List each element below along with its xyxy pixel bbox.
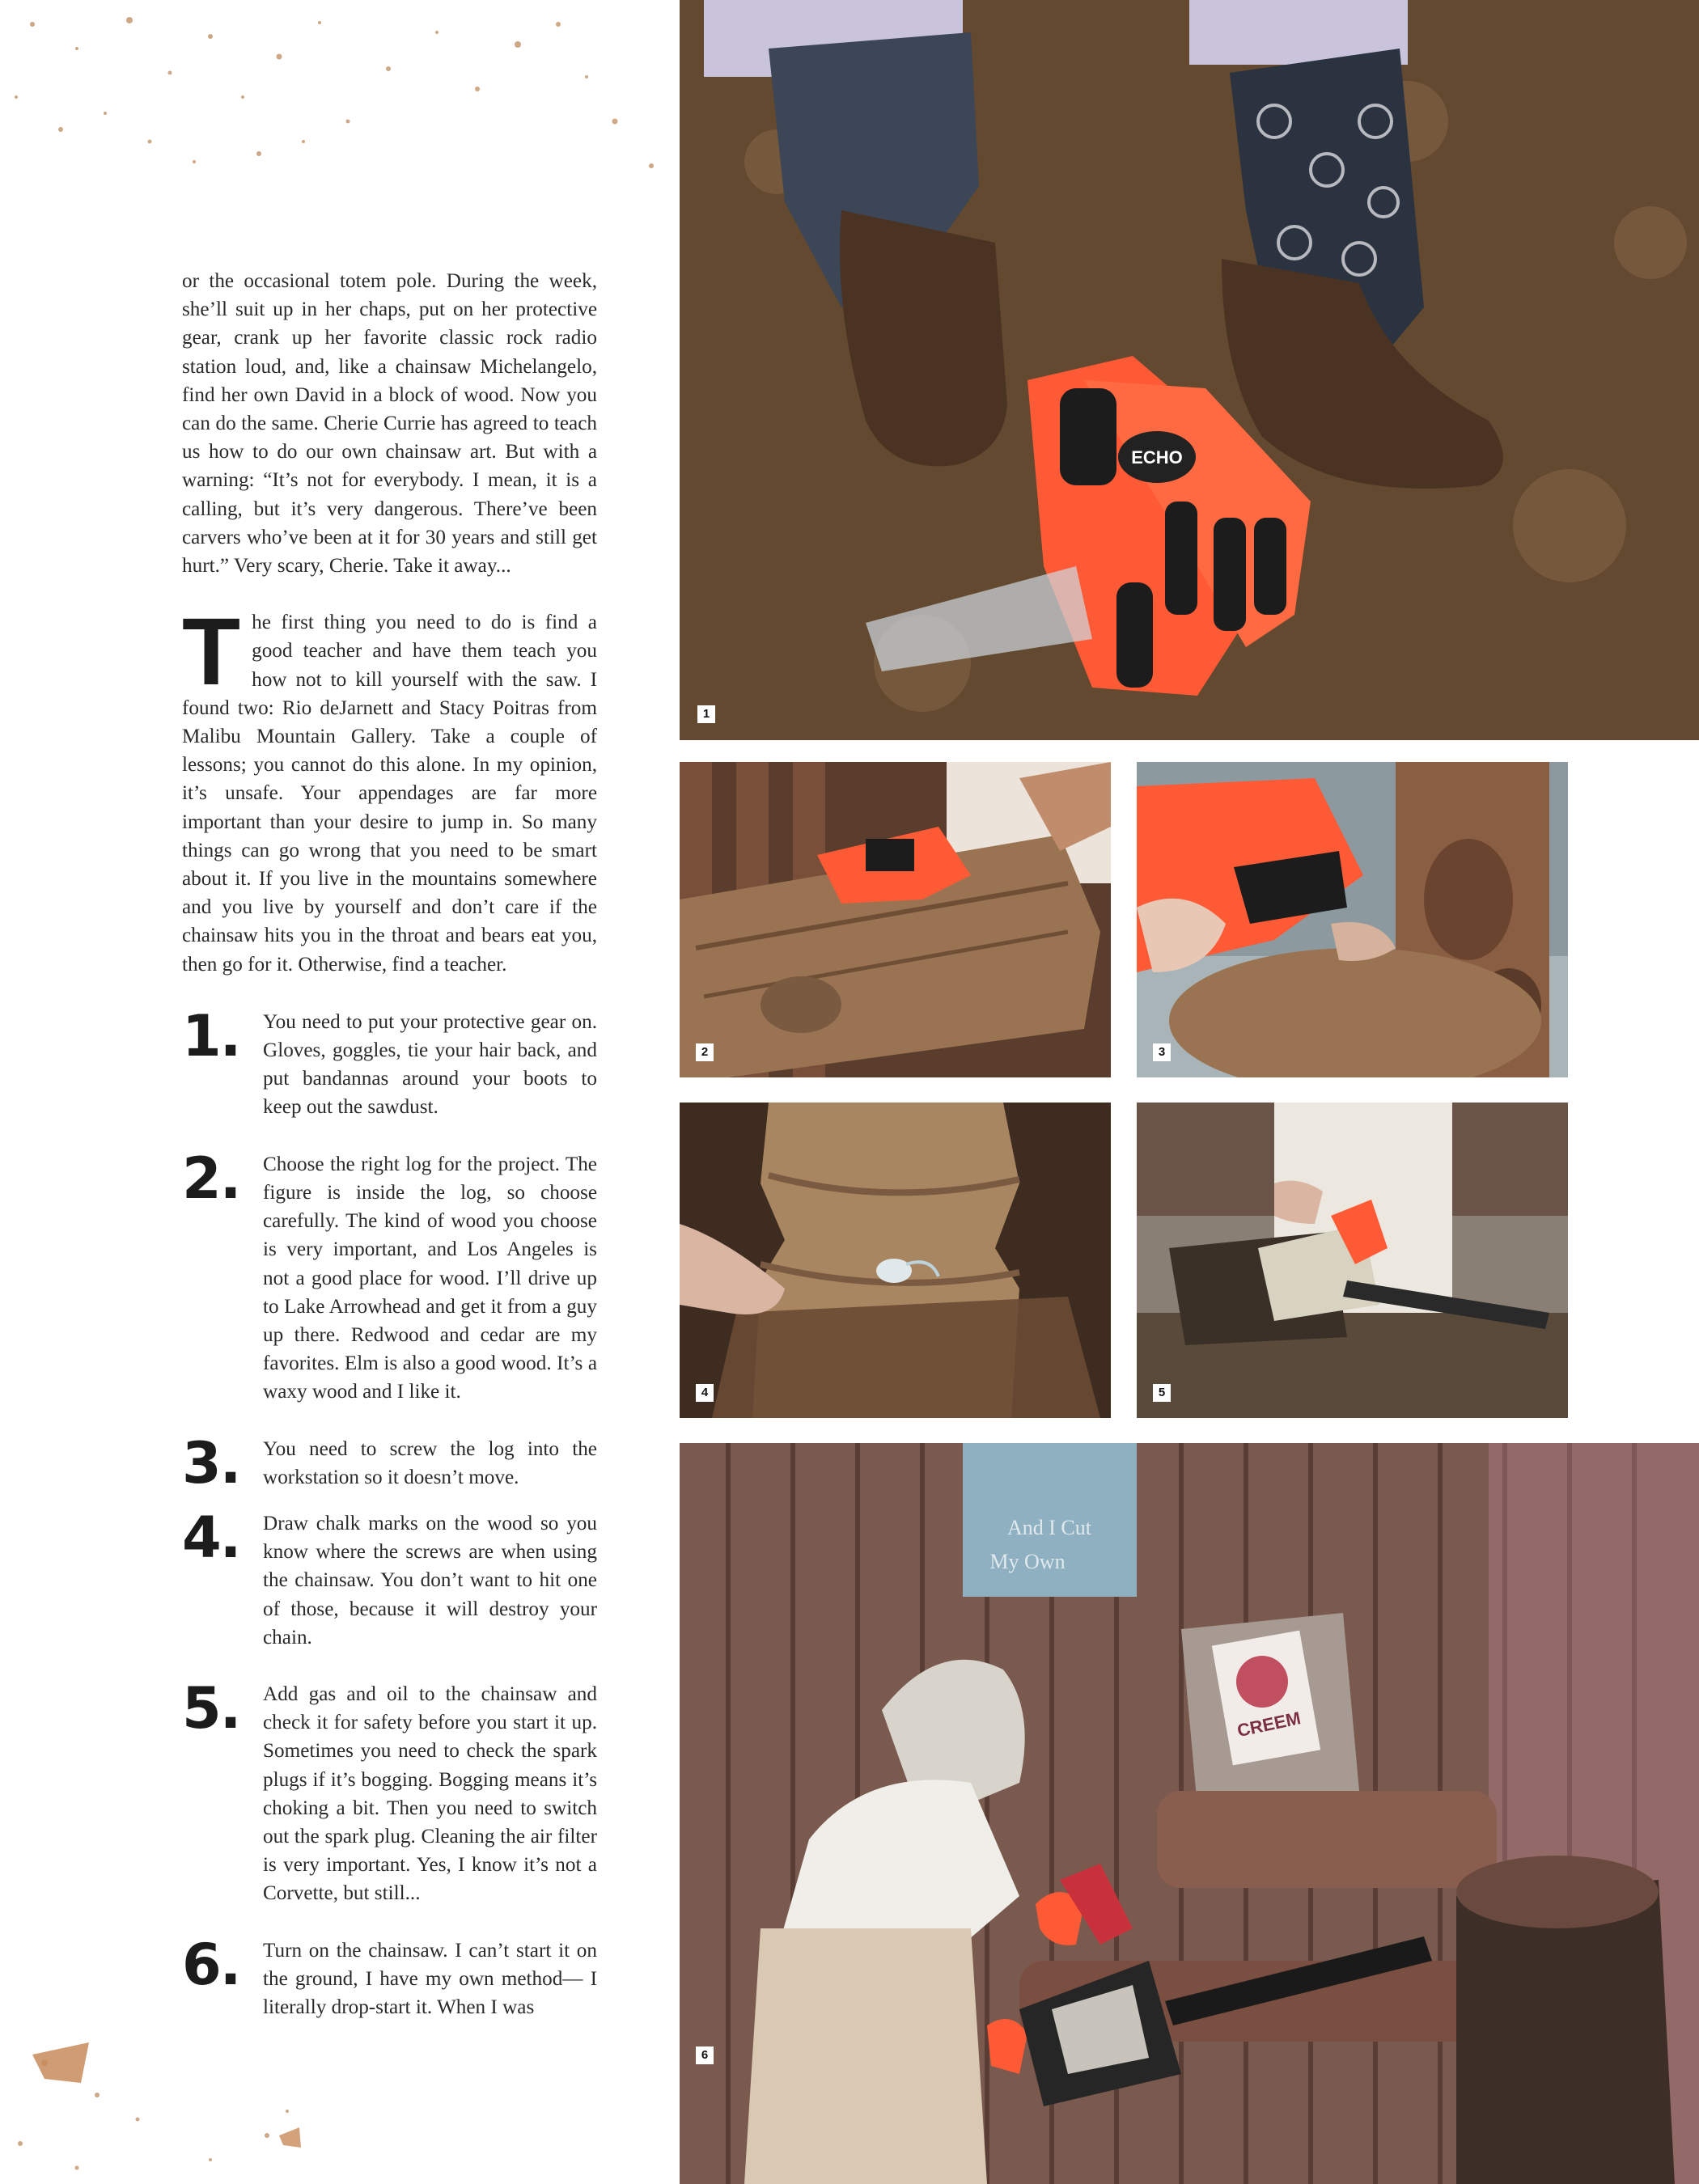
step-2 (182, 1145, 597, 1407)
photo-number-badge: 1 (697, 705, 715, 723)
photo-number-badge: 3 (1153, 1043, 1171, 1061)
photo-5-chainsaw-check (1137, 1103, 1568, 1418)
photo-number-badge: 2 (696, 1043, 714, 1061)
carver-with-chainsaw-image (680, 1443, 1699, 2184)
step-text: You need to screw the log into the workstation so it doesn’t move. (263, 1437, 597, 1488)
step-4 (182, 1504, 597, 1652)
step-number: 4. (182, 1504, 240, 1571)
photo-6-carver-with-chainsaw (680, 1443, 1699, 2184)
article-body (182, 267, 597, 2050)
step-6 (182, 1931, 597, 2022)
step-number: 5. (182, 1674, 240, 1742)
step-text: Turn on the chainsaw. I can’t start it on the ground, I have my own method— I literally drop-start it. When I was (263, 1939, 597, 2018)
step-number: 3. (182, 1429, 240, 1496)
step-number: 2. (182, 1145, 240, 1212)
photo-number-badge: 6 (696, 2046, 714, 2064)
step-text: Add gas and oil to the chainsaw and check it for safety before you start it up. Sometimes you need to check the spark plugs if it’s bogging. Bogging means it’s choking a bit. Then you need to switch out the spark plug. Cleaning the air filter is very important. Yes, I know it’s not a Corvette, but still... (263, 1682, 597, 1905)
poster-logo-text: CREEM (1235, 1708, 1303, 1742)
step-text: Choose the right log for the project. The figure is inside the log, so choose carefully. The kind of wood you choose is very important, and Los Angeles is not a good place for wood. I’ll drive up to Lake Arrowhead and get it from a guy up there. Redwood and cedar are my favorites. Elm is also a good wood. It’s a waxy wood and I like it. (263, 1153, 597, 1403)
sign-text-line-2: My Own (989, 1550, 1066, 1573)
glove-on-log-image (680, 762, 1111, 1077)
step-5 (182, 1674, 597, 1908)
dropcap-paragraph (182, 599, 597, 979)
photo-number-badge: 5 (1153, 1384, 1171, 1402)
chainsaw-check-image (1137, 1103, 1568, 1418)
photo-2-glove-on-log (680, 762, 1111, 1077)
glove-brand-logo: ECHO (1131, 447, 1183, 468)
intro-paragraph: or the occasional totem pole. During the week, she’ll suit up in her chaps, put on her protective gear, crank up her favorite classic rock radio station loud, and, like a chainsaw Michelangelo, find her own David in a block of wood. Now you can do the same. Cherie Currie has agreed to teach us how to do our own chainsaw art. But with a warning: “It’s not for everybody. I mean, it is a calling, but it’s very dangerous. There’ve been carvers who’ve been at it for 30 years and still get hurt.” Very scary, Cherie. Take it away... (182, 270, 597, 578)
wood-chip-icon (32, 2042, 89, 2083)
step-3 (182, 1429, 597, 1496)
step-text: You need to put your protective gear on. Gloves, goggles, tie your hair back, and put bandannas around your boots to keep out the sawdust. (263, 1010, 597, 1119)
drop-cap: T (182, 599, 241, 706)
boots-gloves-image (680, 0, 1699, 740)
step-1 (182, 1002, 597, 1122)
sign-text-line-1: And I Cut (1007, 1516, 1091, 1539)
chalk-marks-image (680, 1103, 1111, 1418)
step-number: 1. (182, 1002, 240, 1069)
photo-1-boots-gloves (680, 0, 1699, 740)
photo-number-badge: 4 (696, 1384, 714, 1402)
photo-4-chalk-marks (680, 1103, 1111, 1418)
photo-3-drill-stump (1137, 762, 1568, 1077)
dropcap-paragraph-body: he first thing you need to do is find a good teacher and have them teach you how not to kill yourself with the saw. I found two: Rio deJarnett and Stacy Poitras from Malibu Mountain Gallery. Take a couple of lessons; you cannot do this alone. In my opinion, it’s unsafe. Your appendages are far more important than your desire to jump in. So many things can go wrong that you need to be smart about it. If you live in the mountains somewhere and you live by yourself and don’t care if the chainsaw hits you in the throat and bears eat you, then go for it. Otherwise, find a teacher. (182, 612, 597, 976)
step-text: Draw chalk marks on the wood so you know where the screws are when using the chainsaw. You don’t want to hit one of those, because it will destroy your chain. (263, 1512, 597, 1649)
drill-stump-image (1137, 762, 1568, 1077)
step-number: 6. (182, 1931, 240, 1998)
